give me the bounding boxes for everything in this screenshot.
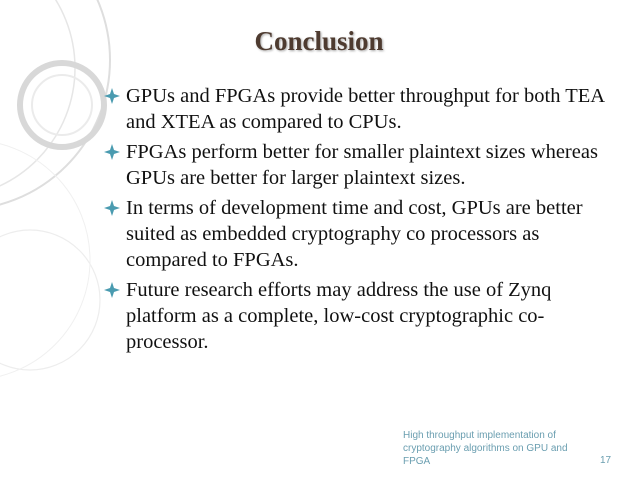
bullet-item [103, 277, 623, 355]
slide-title: Conclusion [254, 26, 384, 56]
bullet-item [103, 139, 623, 191]
diamond-bullet-icon [104, 88, 120, 104]
bullet-item [103, 83, 623, 135]
bullet-item [103, 195, 623, 273]
bullet-text: In terms of development time and cost, GPUs are better suited as embedded cryptography co processors as compared to FPGAs. [126, 197, 583, 271]
footer-text: High throughput implementation of cryptography algorithms on GPU and FPGA [403, 430, 568, 467]
bullet-list [103, 83, 623, 359]
diamond-bullet-icon [104, 282, 120, 298]
page-number: 17 [600, 455, 612, 466]
bullet-text: FPGAs perform better for smaller plaintext sizes whereas GPUs are better for larger plaintext sizes. [126, 141, 598, 189]
diamond-bullet-icon [104, 200, 120, 216]
bullet-text: GPUs and FPGAs provide better throughput for both TEA and XTEA as compared to CPUs. [126, 85, 604, 133]
diamond-bullet-icon [104, 144, 120, 160]
bullet-text: Future research efforts may address the use of Zynq platform as a complete, low-cost cryptographic co-processor. [126, 279, 552, 353]
